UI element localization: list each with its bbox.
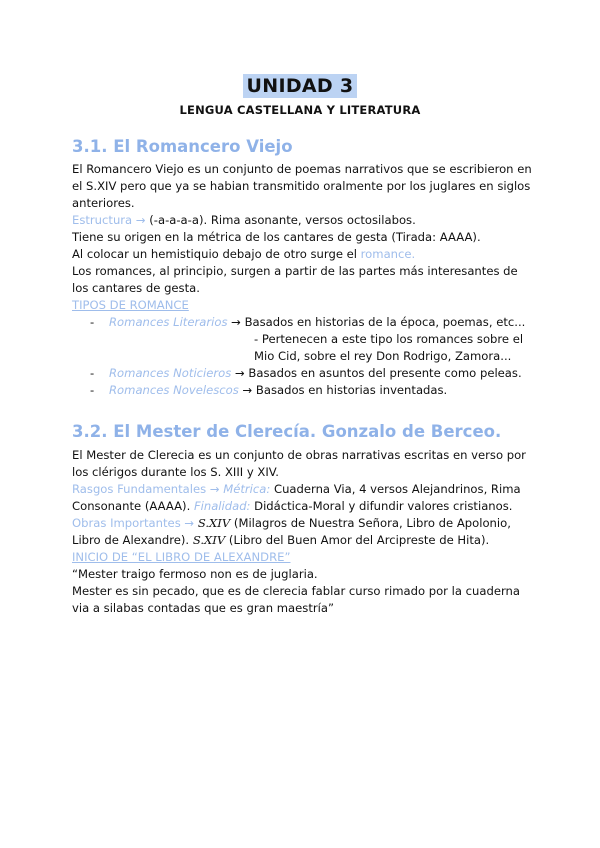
- literarios-sub-text: - Pertenecen a este tipo los romances sobre el Mio Cid, sobre el rey Don Rodrigo, Zamora...: [254, 332, 524, 363]
- bullet-dash: -: [90, 315, 95, 329]
- rasgos-line: [72, 481, 534, 515]
- list-item-sub: [72, 331, 534, 365]
- metrica-label: Métrica:: [223, 482, 271, 496]
- obras-label: Obras Importantes →: [72, 516, 195, 530]
- quote-line-1: “Mester traigo fermoso non es de juglaria.: [72, 567, 318, 581]
- tipo-desc: → Basados en historias inventadas.: [238, 383, 448, 397]
- tipo-name: Romances Noticieros: [109, 366, 232, 380]
- page-subtitle: LENGUA CASTELLANA Y LITERATURA: [179, 103, 421, 117]
- section1-intro: El Romancero Viejo es un conjunto de poemas narrativos que se escribieron en el S.XIV pero que ya se habian transmitido oralmente por los juglares en siglos anteriores.: [72, 162, 532, 210]
- title-wrap: [0, 74, 600, 98]
- finalidad-label: Finalidad:: [193, 499, 251, 513]
- inicio-heading: INICIO DE “EL LIBRO DE ALEXANDRE”: [72, 550, 291, 564]
- estructura-label: Estructura →: [72, 213, 146, 227]
- tipo-desc: → Basados en asuntos del presente como peleas.: [231, 366, 522, 380]
- romances-line: Los romances, al principio, surgen a partir de las partes más interesantes de los cantares de gesta.: [72, 264, 518, 295]
- list-item: [72, 365, 534, 382]
- tipo-name: Romances Literarios: [109, 315, 228, 329]
- obras-line: [72, 515, 534, 549]
- section2-intro: El Mester de Clerecia es un conjunto de obras narrativas escritas en verso por los clérigos durante los S. XIII y XIV.: [72, 448, 526, 479]
- section-romancero: [72, 136, 534, 399]
- list-item: [72, 314, 534, 331]
- section2-heading: 3.2. El Mester de Clerecía. Gonzalo de Berceo.: [72, 422, 502, 441]
- hemistiquio-line: [72, 246, 534, 263]
- tipos-list: [72, 314, 534, 399]
- page-title: UNIDAD 3: [243, 74, 358, 98]
- obras-text-1: (Milagros de Nuestra Señora, Libro de Apolonio, Libro de Alexandre).: [72, 516, 511, 547]
- rasgos-label: Rasgos Fundamentales →: [72, 482, 220, 496]
- origen-line: Tiene su origen en la métrica de los cantares de gesta (Tirada: AAAA).: [72, 230, 481, 244]
- bullet-dash: -: [90, 366, 95, 380]
- estructura-line: [72, 212, 534, 229]
- finalidad-text: Didáctica-Moral y difundir valores cristianos.: [250, 499, 513, 513]
- section-mester: [72, 421, 534, 617]
- obras-century-1: S.XIV: [197, 516, 231, 530]
- tipos-heading: TIPOS DE ROMANCE: [72, 298, 189, 312]
- metrica-text: Cuaderna Via, 4 versos Alejandrinos, Rima Consonante (AAAA).: [72, 482, 521, 513]
- quote-line-2: Mester es sin pecado, que es de clerecia fablar curso rimado por la cuaderna via a silabas contadas que es gran maestría”: [72, 584, 520, 615]
- tipo-desc: → Basados en historias de la época, poemas, etc...: [227, 315, 526, 329]
- tipo-name: Romances Novelescos: [109, 383, 239, 397]
- list-item: [72, 382, 534, 399]
- bullet-dash: -: [90, 383, 95, 397]
- hemistiquio-text: Al colocar un hemistiquio debajo de otro surge el: [72, 247, 361, 261]
- romance-term: romance.: [360, 247, 416, 261]
- obras-text-2: (Libro del Buen Amor del Arcipreste de Hita).: [225, 533, 490, 547]
- obras-century-2: S.XIV: [192, 533, 226, 547]
- estructura-text: (-a-a-a-a). Rima asonante, versos octosilabos.: [145, 213, 416, 227]
- section1-heading: 3.1. El Romancero Viejo: [72, 137, 293, 156]
